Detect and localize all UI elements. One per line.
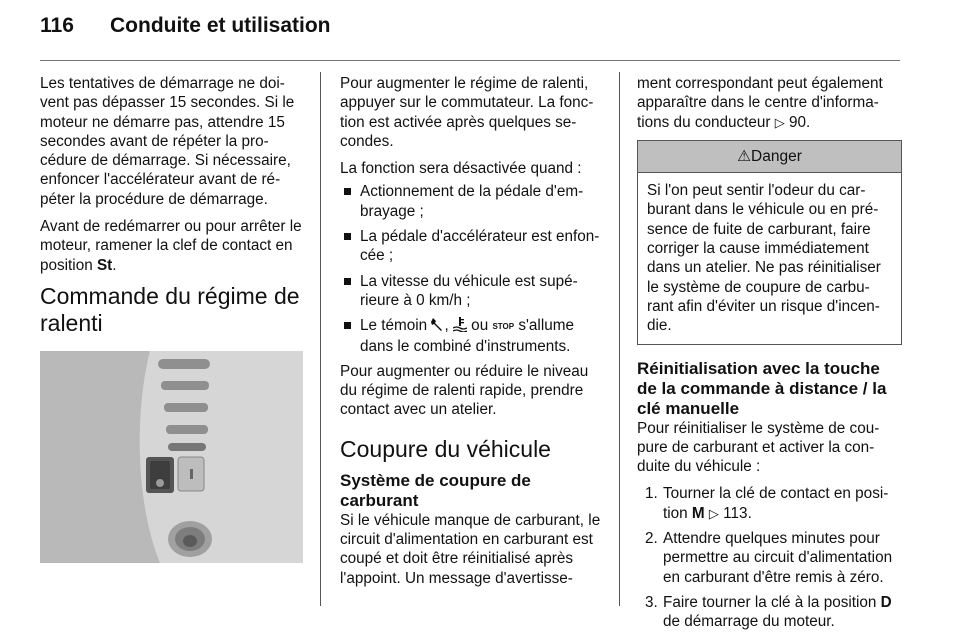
- paragraph-fuel-cutoff: Si le véhicule manque de carburant, le circuit d'alimentation en carburant est coupé et doit être réinitialisé après l'appoint. Un message d'avertisse-: [340, 511, 601, 587]
- wrench-icon: [431, 317, 444, 332]
- subheading-reset: Réinitialisation avec la touche de la commande à distance / la clé manuelle: [637, 358, 887, 418]
- coolant-temperature-icon: [453, 317, 467, 332]
- step-text: Tourner la clé de contact en posi-tion: [663, 485, 889, 522]
- list-item-text: ,: [444, 317, 453, 335]
- danger-header: [638, 141, 901, 173]
- warning-triangle-icon: ⚠: [737, 147, 752, 165]
- page-reference: 90: [789, 113, 807, 131]
- step-number: 2.: [645, 530, 658, 548]
- key-position-d: D: [880, 593, 892, 611]
- column-divider-2: [619, 72, 620, 606]
- deactivation-list: [340, 182, 604, 355]
- paragraph-text: ment correspondant peut également apparaître dans le centre d'informa-tions du conducteur: [637, 75, 883, 131]
- paragraph-deactivation: La fonction sera désactivée quand :: [340, 160, 582, 178]
- column-divider-1: [320, 72, 321, 606]
- section-heading-shutoff: Coupure du véhicule: [340, 435, 551, 462]
- paragraph-idle-adjust: Pour augmenter ou réduire le niveau du régime de ralenti rapide, prendre contact avec un atelier.: [340, 362, 589, 419]
- step-number: 1.: [645, 485, 658, 503]
- paragraph-restart-text: Avant de redémarrer ou pour arrêter le moteur, ramener la clef de contact en position: [40, 218, 302, 274]
- idle-switch-photo: [40, 351, 303, 563]
- stop-indicator-icon: STOP: [492, 322, 515, 332]
- danger-box: [637, 140, 902, 345]
- section-heading-idle: Commande du régime de ralenti: [40, 282, 300, 336]
- paragraph-restart-end: .: [112, 256, 117, 274]
- paragraph-restart: [40, 217, 306, 275]
- list-item: [637, 593, 902, 632]
- chapter-title: Conduite et utilisation: [110, 14, 331, 37]
- header-rule: [40, 60, 900, 61]
- list-item-text: ou: [466, 317, 493, 335]
- step-text: Faire tourner la clé à la position: [663, 593, 881, 611]
- danger-body: Si l'on peut sentir l'odeur du car-burant dans le véhicule ou en pré-sence de fuite de carburant, faire corriger la cause immédiatement dans un atelier. Ne pas réinitialiser le système de coupure de carbu-rant afin d'éviter un risque d'incen-die.: [647, 182, 881, 335]
- right-triangle-arrow-icon: ▷: [774, 114, 785, 130]
- dashboard-switch-illustration: [40, 351, 303, 563]
- paragraph-warning-message: [637, 74, 902, 132]
- step-number: 3.: [645, 593, 658, 611]
- step-text: Attendre quelques minutes pour permettre au circuit d'alimentation en carburant d'être remis à zéro.: [663, 530, 893, 586]
- step-end: .: [747, 504, 752, 522]
- list-item: [340, 316, 604, 356]
- paragraph-end: .: [806, 113, 811, 131]
- paragraph-idle-increase: Pour augmenter le régime de ralenti, appuyer sur le commutateur. La fonc-tion est activée après quelques se-condes.: [340, 75, 594, 150]
- danger-title: Danger: [751, 147, 802, 165]
- list-item: Actionnement de la pédale d'em-brayage ;: [340, 182, 604, 221]
- page-number: 116: [40, 14, 74, 37]
- page-reference: 113: [723, 504, 748, 522]
- list-item: [637, 484, 902, 523]
- column-2: [340, 74, 604, 596]
- key-position-st: St: [96, 256, 113, 274]
- paragraph-reset-intro: Pour réinitialiser le système de cou-pure de carburant et activer la con-duite du véhicule :: [637, 419, 880, 476]
- right-triangle-arrow-icon: ▷: [708, 505, 719, 521]
- list-item: [637, 529, 902, 587]
- paragraph-start-attempts: Les tentatives de démarrage ne doi-vent pas dépasser 15 secondes. Si le moteur ne démarre pas, attendre 15 secondes avant de répéter la pro-cédure de démarrage. Si nécessaire, enfoncer l'accélérateur avant de ré-péter la procédure de démarrage.: [40, 75, 295, 208]
- column-3: [637, 74, 902, 638]
- step-end: de démarrage du moteur.: [663, 613, 835, 631]
- subheading-fuel-cutoff: Système de coupure de carburant: [340, 470, 531, 510]
- list-item-text: s'allume dans le combiné d'instruments.: [360, 317, 574, 355]
- key-position-m: M: [691, 504, 705, 522]
- column-1: [40, 74, 306, 563]
- reset-steps: [637, 484, 902, 631]
- page-header: [40, 14, 331, 38]
- list-item: La vitesse du véhicule est supé-rieure à 0 km/h ;: [340, 272, 604, 311]
- list-item: La pédale d'accélérateur est enfon-cée ;: [340, 227, 604, 266]
- list-item-text: Le témoin: [360, 317, 432, 335]
